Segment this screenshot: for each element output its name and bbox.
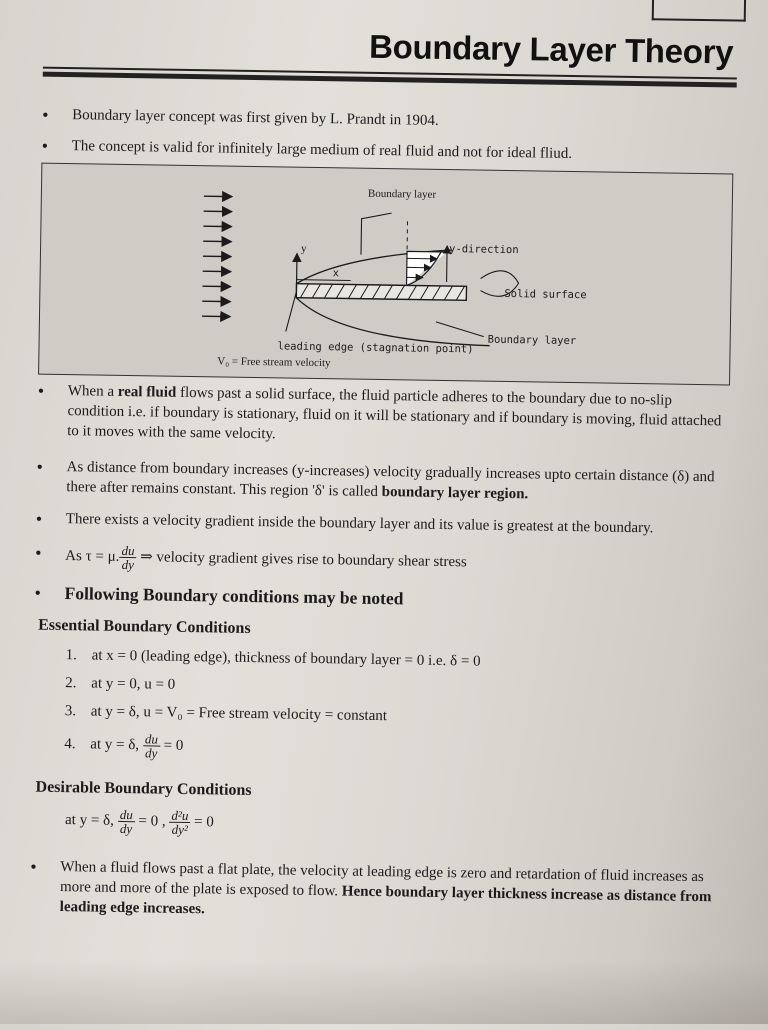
bullet-dot: • [34,583,41,603]
bullet-text: When a real fluid flows past a solid surface, the fluid particle adheres to the boundary due to no-slip condition i.e. if boundary is stationary, fluid on it will be stationary and if boundary is moving, fluid attached to it moves with the same velocity. [67,381,728,451]
label-boundary-layer-bottom: Boundary layer [488,334,577,347]
bullet-dot: • [38,381,45,401]
y-direction-arrow [447,246,448,282]
page-title: Boundary Layer Theory [369,28,734,72]
bullet-dot: • [36,457,43,477]
desirable-heading: Desirable Boundary Conditions [35,779,251,800]
label-x: x [333,267,340,279]
x-axis [297,280,351,281]
essential-condition-2: 2. at y = 0, u = 0 [65,675,175,694]
label-solid-surface: Solid surface [504,288,586,301]
lower-boundary-curve [296,298,491,346]
bullet-text: Following Boundary conditions may be noted [64,583,724,613]
du-dy-fraction: $\frac{du}{dy}$ [117,808,134,835]
y-axis [296,254,297,290]
essential-condition-3: 3. at y = δ, u = V₀ = Free stream velocity = constant [65,703,387,725]
label-leading-edge: leading edge (stagnation point) [277,340,473,355]
label-boundary-layer-top: Boundary layer [368,188,437,201]
page-shadow [0,960,768,1024]
leader-boundary-layer-bottom [436,322,484,337]
corner-box [652,0,746,22]
velocity-profile-box [407,251,448,286]
leader-boundary-layer-top [361,213,392,255]
desirable-condition: at y = δ, $\frac{du}{dy}$ = 0 , $\frac{\text{d²u}}{\text{dy²}}$ = 0 [65,807,214,836]
essential-condition-1: 1. at x = 0 (leading edge), thickness of boundary layer = 0 i.e. δ = 0 [66,647,481,671]
label-y-direction: y-direction [449,243,519,256]
du-dy-fraction: $\frac{du}{dy}$ [143,732,160,759]
bullet-dot: • [36,509,43,529]
label-y: y [301,243,307,255]
bullet-dot: • [30,857,37,877]
leader-leading-edge [286,292,297,332]
bullet-dot: • [42,105,49,125]
bullet-text: As τ = μ. $\frac{du}{dy}$ ⇒ velocity gradient gives rise to boundary shear stress [65,543,725,580]
bullet-text: When a fluid flows past a flat plate, the velocity at leading edge is zero and retardation of fluid increases as more and more of the plate is exposed to flow. Hence boundary layer thickness increase as distance from leading edge increases. [60,857,721,927]
boundary-layer-diagram [39,164,732,385]
boundary-layer-figure [38,163,733,386]
bullet-text: The concept is valid for infinitely large medium of real fluid and not for ideal fliud. [72,136,732,166]
flat-plate [296,284,466,301]
bullet-dot: • [35,543,42,563]
label-free-stream: V₀ = Free stream velocity [217,355,331,369]
essential-heading: Essential Boundary Conditions [38,617,251,638]
du-dy-fraction: $\frac{du}{dy}$ [119,544,136,571]
bullet-dot: • [42,136,49,156]
bullet-text: Boundary layer concept was first given by L. Prandt in 1904. [72,105,732,135]
bullet-text: There exists a velocity gradient inside the boundary layer and its value is greatest at the boundary. [66,509,726,539]
bullet-text: As distance from boundary increases (y-increases) velocity gradually increases upto certain distance (δ) and there after remains constant. This region 'δ' is called boundary layer region. [66,457,727,507]
d2u-dy2-fraction: $\frac{\text{d²u}}{\text{dy²}}$ [169,809,190,836]
free-stream-arrows [202,196,232,316]
essential-condition-4: 4. at y = δ, $\frac{du}{dy}$ = 0 [64,731,183,760]
